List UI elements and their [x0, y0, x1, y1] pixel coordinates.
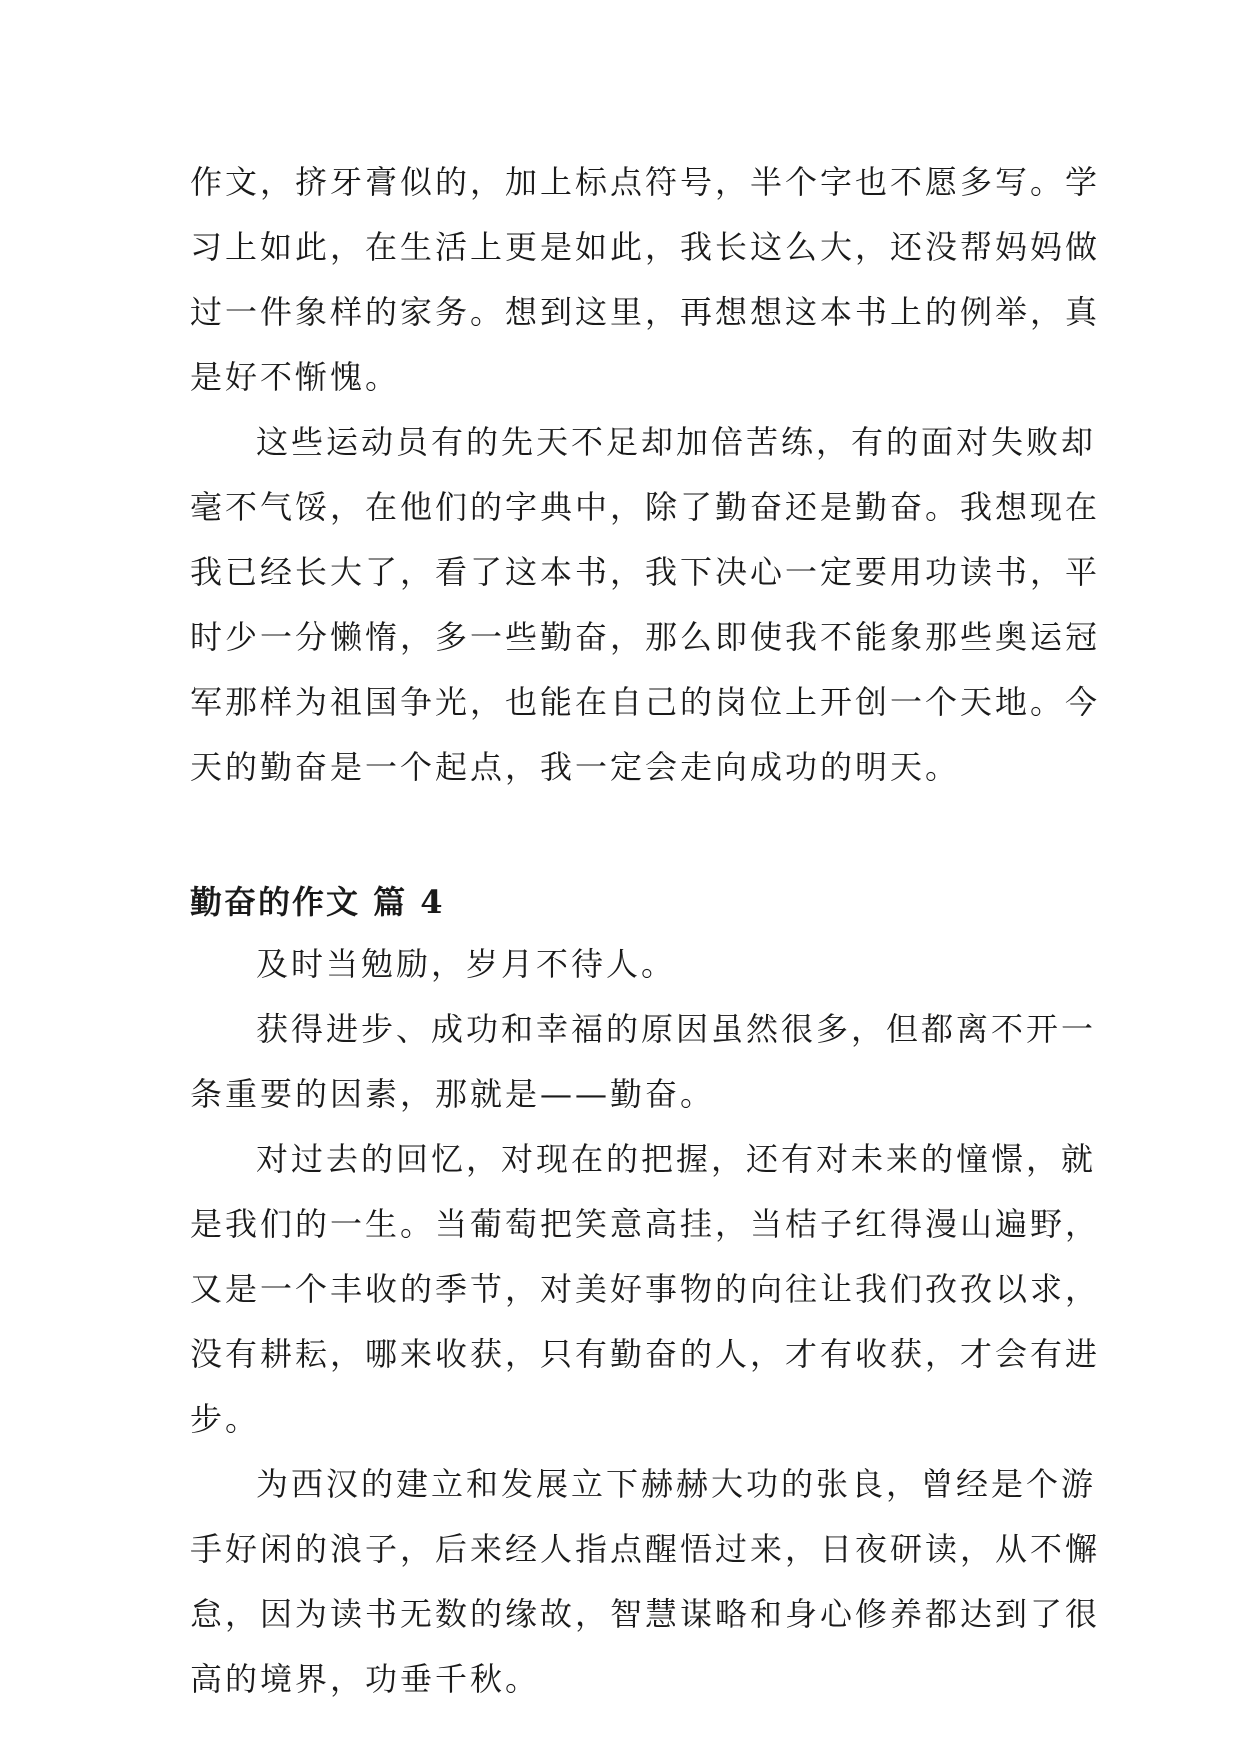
paragraph-1	[190, 150, 1101, 410]
text-line: 条重要的因素，那就是——勤奋。	[190, 1075, 716, 1113]
section-heading: 勤奋的作文 篇 4	[190, 883, 445, 921]
text-line: 为西汉的建立和发展立下赫赫大功的张良，曾经是个游	[256, 1465, 1097, 1503]
document-page	[190, 150, 1101, 1712]
text-line: 作文，挤牙膏似的，加上标点符号，半个字也不愿多写。学	[190, 163, 1101, 201]
text-line: 这些运动员有的先天不足却加倍苦练，有的面对失败却	[256, 423, 1097, 461]
text-line: 高的境界，功垂千秋。	[190, 1660, 541, 1698]
paragraph-4	[190, 997, 1097, 1127]
text-line: 是好不惭愧。	[190, 358, 401, 396]
text-line: 时少一分懒惰，多一些勤奋，那么即使我不能象那些奥运冠	[190, 618, 1101, 656]
text-line: 习上如此，在生活上更是如此，我长这么大，还没帮妈妈做	[190, 228, 1101, 266]
text-line: 毫不气馁，在他们的字典中，除了勤奋还是勤奋。我想现在	[190, 488, 1101, 526]
text-line: 过一件象样的家务。想到这里，再想想这本书上的例举，真	[190, 293, 1101, 331]
paragraph-2	[190, 410, 1101, 800]
text-line: 是我们的一生。当葡萄把笑意高挂，当桔子红得漫山遍野，	[190, 1205, 1101, 1243]
paragraph-3	[190, 932, 1070, 997]
text-line: 军那样为祖国争光，也能在自己的岗位上开创一个天地。今	[190, 683, 1101, 721]
text-line: 又是一个丰收的季节，对美好事物的向往让我们孜孜以求，	[190, 1270, 1101, 1308]
text-line: 获得进步、成功和幸福的原因虽然很多，但都离不开一	[256, 1010, 1097, 1048]
text-line: 步。	[190, 1400, 261, 1438]
text-line: 怠，因为读书无数的缘故，智慧谋略和身心修养都达到了很	[190, 1595, 1101, 1633]
text-line: 天的勤奋是一个起点，我一定会走向成功的明天。	[190, 748, 961, 786]
text-line: 我已经长大了，看了这本书，我下决心一定要用功读书，平	[190, 553, 1101, 591]
text-line: 手好闲的浪子，后来经人指点醒悟过来，日夜研读，从不懈	[190, 1530, 1101, 1568]
text-line: 及时当勉励，岁月不待人。	[256, 945, 677, 983]
section-gap	[190, 800, 1070, 872]
text-line: 没有耕耘，哪来收获，只有勤奋的人，才有收获，才会有进	[190, 1335, 1101, 1373]
paragraph-5	[190, 1127, 1101, 1452]
paragraph-6	[190, 1452, 1101, 1712]
text-line: 对过去的回忆，对现在的把握，还有对未来的憧憬，就	[256, 1140, 1097, 1178]
